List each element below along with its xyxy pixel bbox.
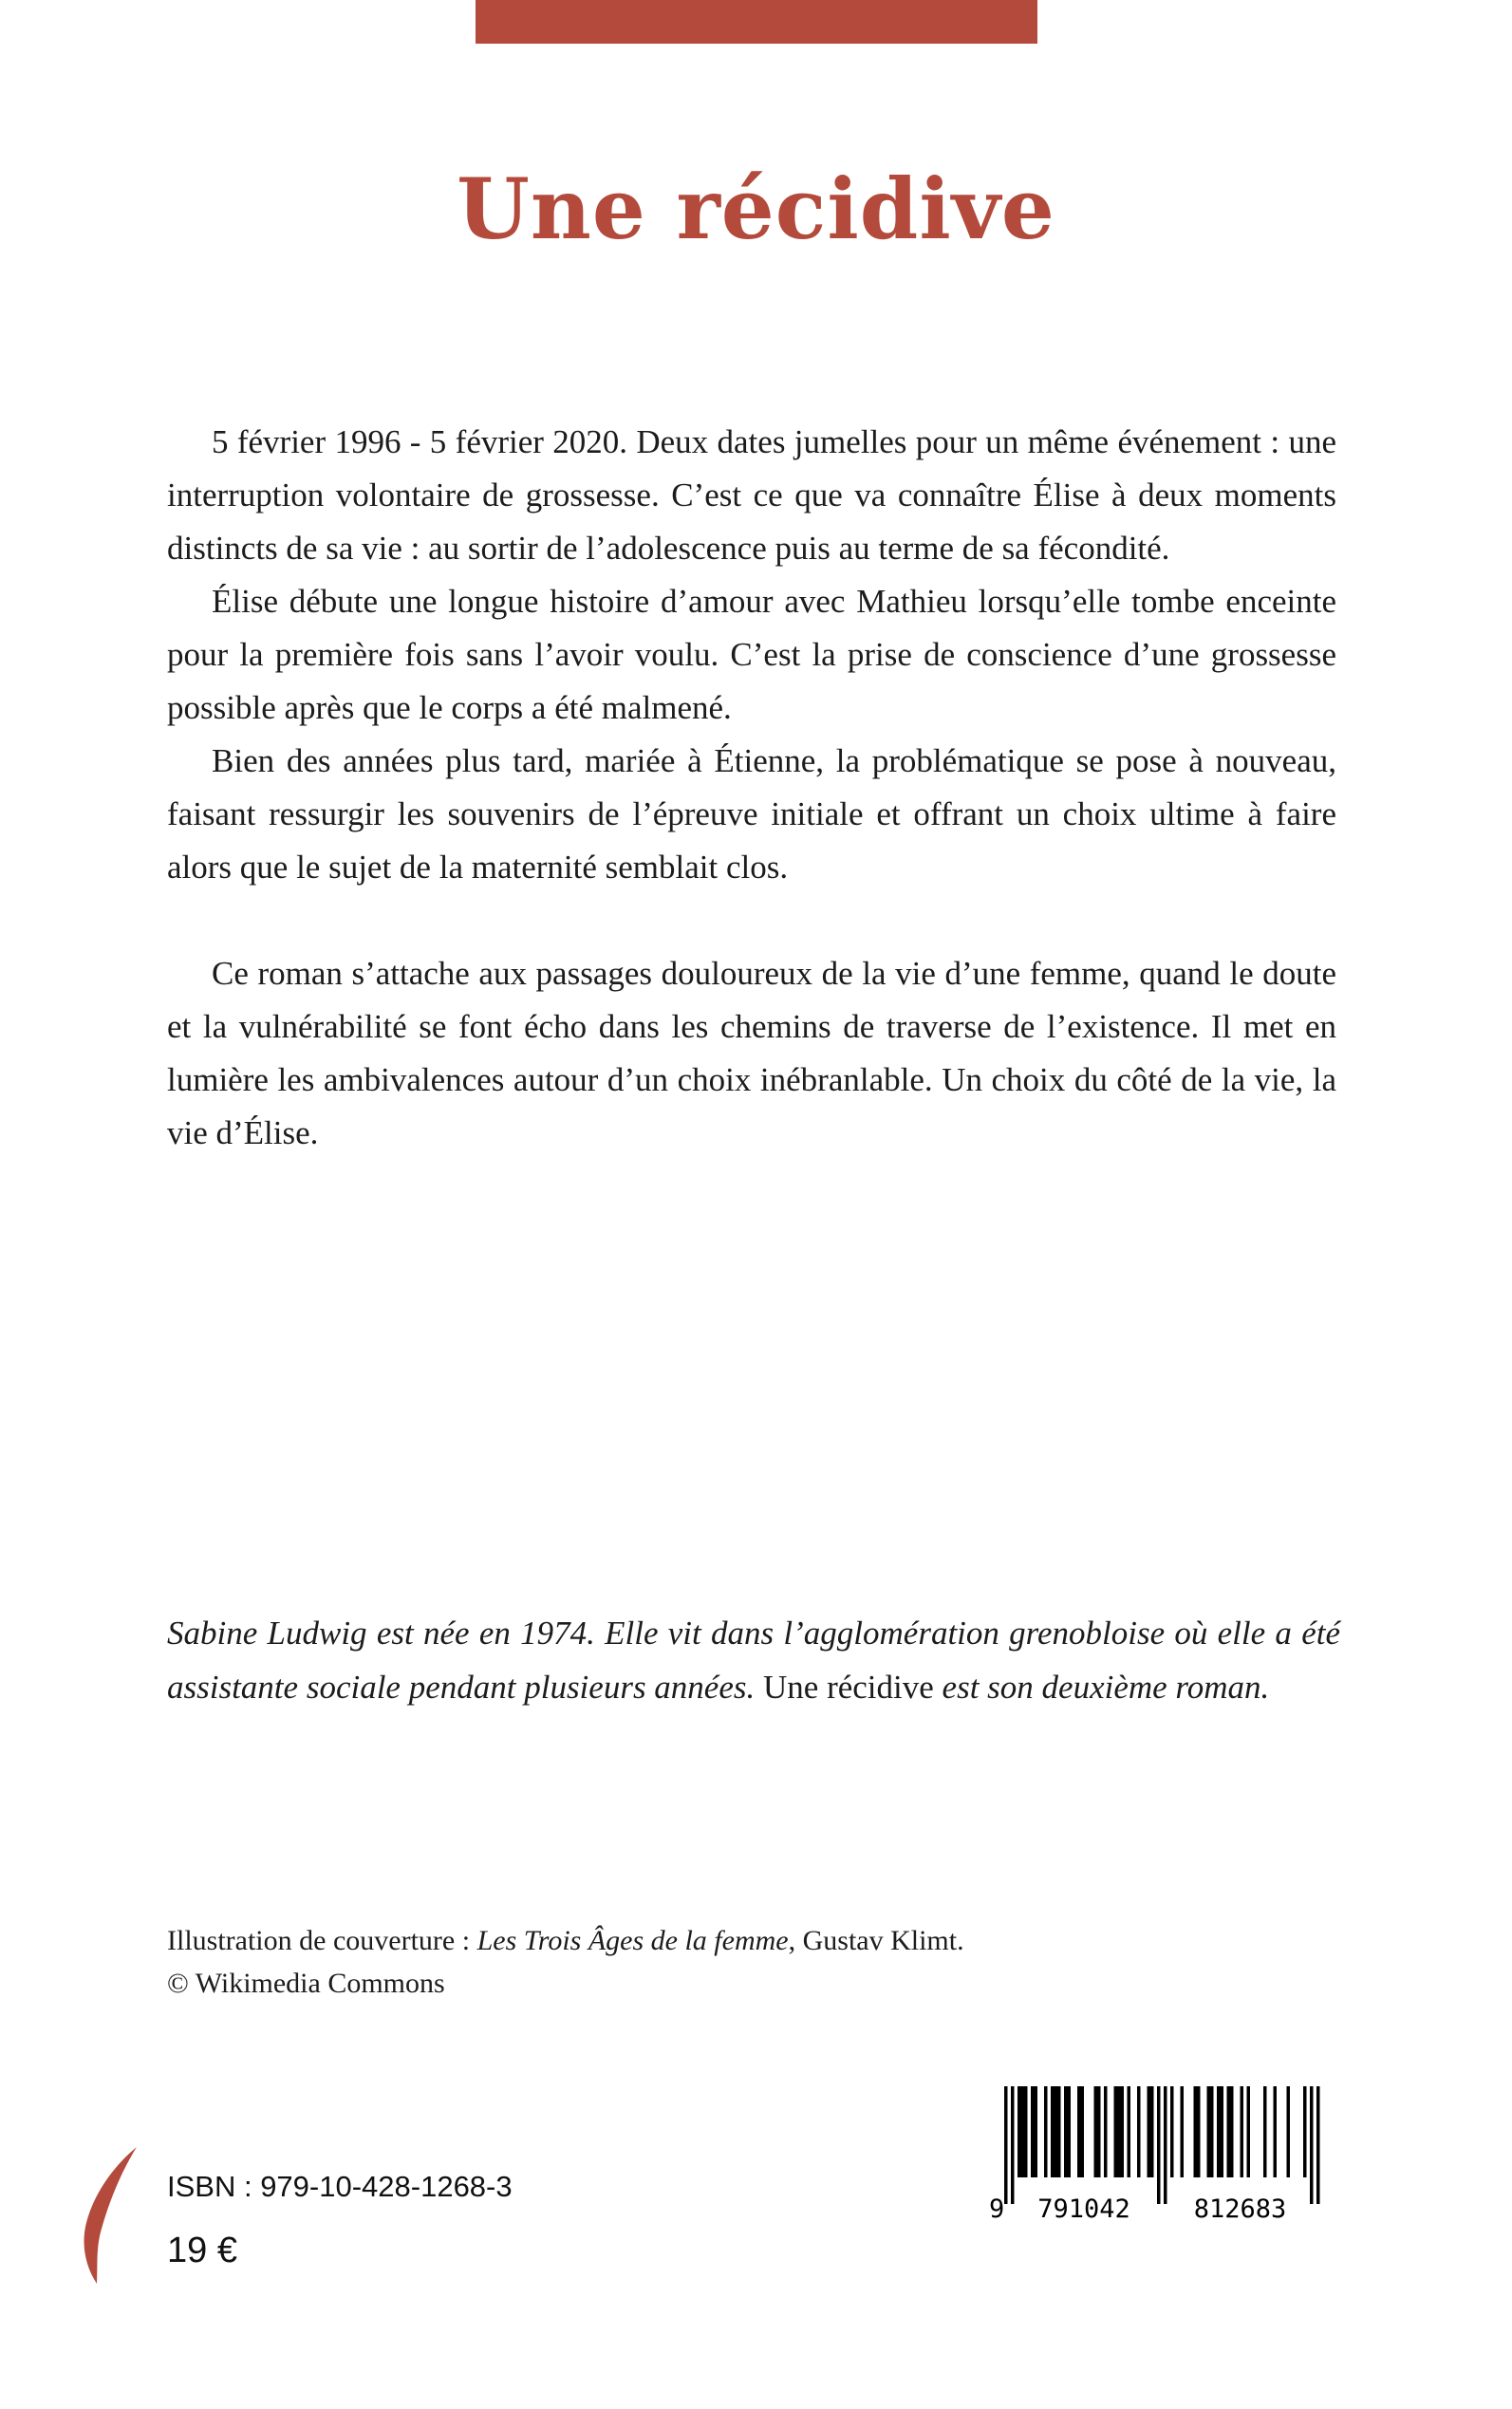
publisher-quill-icon — [74, 2143, 146, 2288]
credit-prefix: Illustration de couverture : — [167, 1925, 477, 1956]
cover-credit — [167, 1919, 1340, 2005]
synopsis-paragraph: Ce roman s’attache aux passages douloureux de la vie d’une femme, quand le doute et la vulnérabilité se font écho dans les chemins de traverse de l’existence. Il met en lumière les ambivalences autour d’un choix inébranlable. Un choix du côté de la vie, la vie d’Élise. — [167, 955, 1336, 1151]
author-bio — [167, 1606, 1340, 1714]
svg-text:9: 9 — [989, 2194, 1005, 2221]
top-accent-bar — [476, 0, 1037, 44]
author-bio-text: est son deuxième roman. — [933, 1669, 1270, 1706]
credit-suffix: , Gustav Klimt. — [788, 1925, 964, 1956]
isbn-text: ISBN : 979-10-428-1268-3 — [167, 2170, 513, 2203]
synopsis — [167, 416, 1336, 1160]
author-bio-text: Sabine Ludwig est née en 1974. Elle vit dans l’agglomération grenobloise où elle a été assistante sociale pendant plusieurs années. — [167, 1615, 1340, 1706]
cover-credit-line1 — [167, 1919, 1340, 1962]
cover-credit-line2: © Wikimedia Commons — [167, 1968, 445, 1999]
synopsis-paragraph: Bien des années plus tard, mariée à Étienne, la problématique se pose à nouveau, faisant ressurgir les souvenirs de l’épreuve initiale et offrant un choix ultime à faire alors que le sujet de la maternité semblait clos. — [167, 742, 1336, 886]
synopsis-paragraph: Élise débute une longue histoire d’amour avec Mathieu lorsqu’elle tombe enceinte pour la première fois sans l’avoir voulu. C’est la prise de conscience d’une grossesse possible après que le corps a été malmené. — [167, 583, 1336, 726]
svg-text:791042: 791042 — [1037, 2194, 1130, 2221]
svg-text:812683: 812683 — [1193, 2194, 1287, 2221]
book-title: Une récidive — [457, 159, 1055, 258]
credit-artwork-title: Les Trois Âges de la femme — [476, 1925, 789, 1956]
author-bio-book-title: Une récidive — [763, 1669, 934, 1706]
synopsis-paragraph: 5 février 1996 - 5 février 2020. Deux dates jumelles pour un même événement : une interruption volontaire de grossesse. C’est ce que va connaître Élise à deux moments distincts de sa vie : au sortir de l’adolescence puis au terme de sa fécondité. — [167, 423, 1336, 567]
price-text: 19 € — [167, 2231, 237, 2270]
barcode — [989, 2086, 1331, 2221]
